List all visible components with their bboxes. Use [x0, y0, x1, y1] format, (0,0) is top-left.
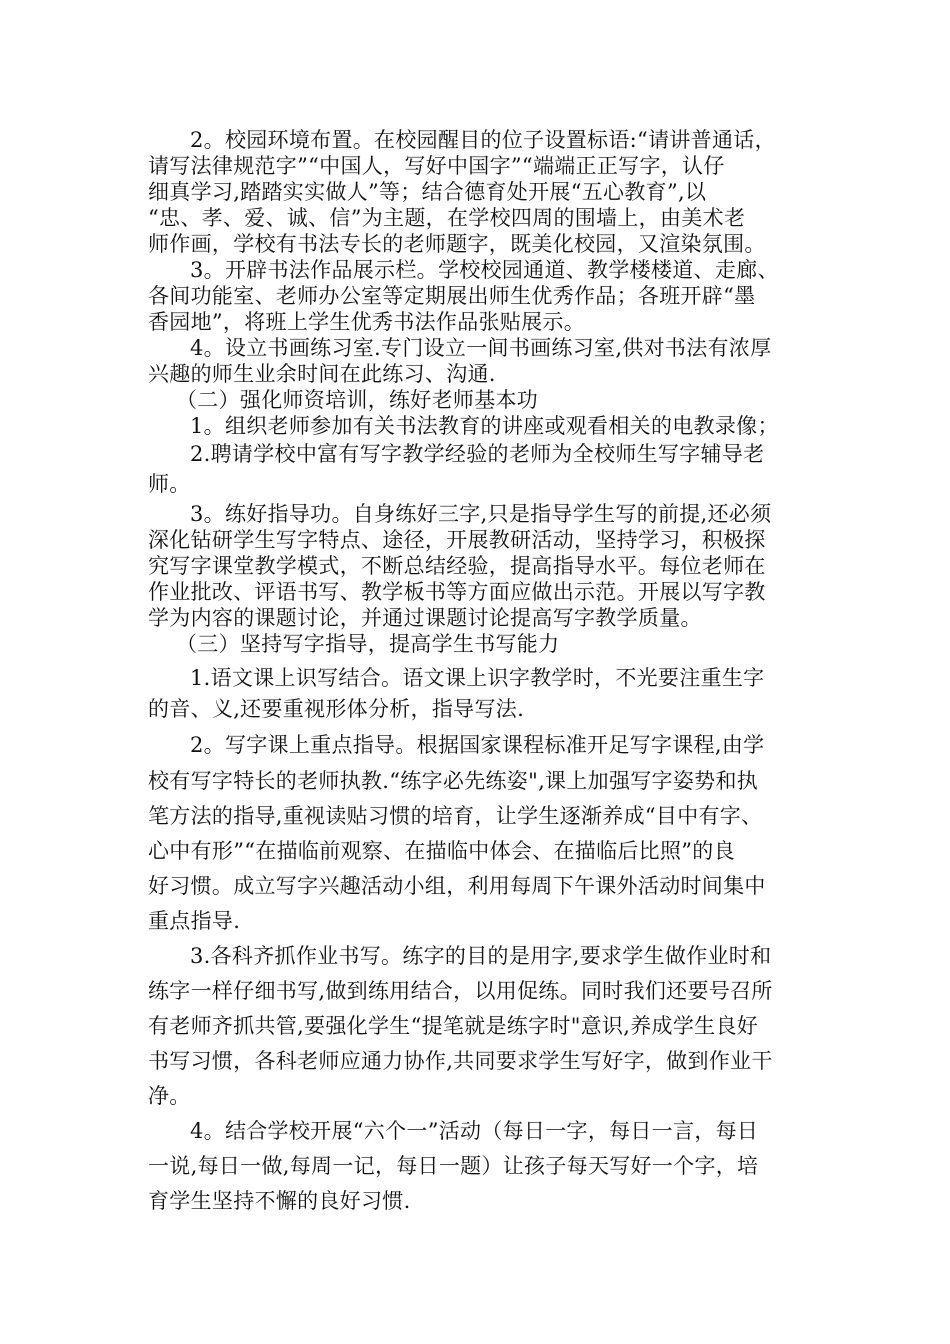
section-heading: （三）坚持写字指导，提高学生书写能力	[176, 632, 560, 656]
text-line: 的音、义,还要重视形体分析，指导写法.	[148, 697, 525, 721]
text-line: 学为内容的课题讨论，并通过课题讨论提高写字教学质量。	[148, 606, 702, 630]
text-line: 请写法律规范字”“中国人，写好中国字”“端端正正写字，认仔	[148, 154, 725, 178]
text-line: 重点指导.	[148, 909, 241, 933]
text-line: 各间功能室、老师办公室等定期展出师生优秀作品；各班开辟“墨	[148, 284, 756, 308]
text-line: 4。结合学校开展“六个一”活动（每日一字，每日一言，每日	[190, 1119, 759, 1143]
text-line: 3。开辟书法作品展示栏。学校校园通道、教学楼楼道、走廊、	[190, 258, 779, 282]
text-line: 有老师齐抓共管,要强化学生“提笔就是练字时"意识,养成学生良好	[148, 1014, 759, 1038]
text-line: 心中有形”“在描临前观察、在描临中体会、在描临后比照”的良	[148, 839, 735, 863]
text-line: 深化钻研学生写字特点、途径，开展教研活动，坚持学习，积极探	[148, 528, 766, 552]
text-line: 书写习惯，各科老师应通力协作,共同要求学生写好字，做到作业干	[148, 1049, 773, 1073]
text-line: 2。校园环境布置。在校园醒目的位子设置标语:“请讲普通话，	[190, 128, 776, 152]
section-heading: （二）强化师资培训，练好老师基本功	[176, 388, 539, 412]
text-line: 师作画，学校有书法专长的老师题字，既美化校园，又渲染氛围。	[148, 232, 766, 256]
text-line: 作业批改、评语书写、教学板书等方面应做出示范。开展以写字教	[148, 580, 766, 604]
text-line: 1。组织老师参加有关书法教育的讲座或观看相关的电教录像；	[190, 414, 779, 438]
text-line: 3。练好指导功。自身练好三字,只是指导学生写的前提,还必须	[190, 502, 772, 526]
text-line: 2。写字课上重点指导。根据国家课程标准开足写字课程,由学	[190, 733, 765, 757]
text-line: 1.语文课上识写结合。语文课上识字教学时，不光要注重生字	[190, 666, 765, 690]
text-line: 3.各科齐抓作业书写。练字的目的是用字,要求学生做作业时和	[190, 944, 772, 968]
text-line: 好习惯。成立写字兴趣活动小组，利用每周下午课外活动时间集中	[148, 874, 766, 898]
text-line: 一说,每日一做,每周一记，每日一题）让孩子每天写好一个字，培	[148, 1154, 759, 1178]
text-line: “忠、孝、爱、诚、信”为主题，在学校四周的围墙上，由美术老	[148, 206, 746, 230]
text-line: 笔方法的指导,重视读贴习惯的培育，让学生逐渐养成“目中有字、	[148, 804, 763, 828]
text-line: 2.聘请学校中富有写字教学经验的老师为全校师生写字辅导老	[190, 442, 765, 466]
text-line: 细真学习,踏踏实实做人”等；结合德育处开展“五心教育”,以	[148, 180, 707, 204]
text-line: 校有写字特长的老师执教.“练字必先练姿",课上加强写字姿势和执	[148, 769, 759, 793]
text-line: 兴趣的师生业余时间在此练习、沟通.	[148, 362, 496, 386]
text-line: 师。	[148, 472, 191, 496]
text-line: 育学生坚持不懈的良好习惯.	[148, 1189, 411, 1213]
text-line: 净。	[148, 1084, 191, 1108]
text-line: 练字一样仔细书写,做到练用结合，以用促练。同时我们还要号召所	[148, 979, 773, 1003]
text-line: 究写字课堂教学模式，不断总结经验，提高指导水平。每位老师在	[148, 554, 766, 578]
text-line: 4。设立书画练习室.专门设立一间书画练习室,供对书法有浓厚	[190, 336, 772, 360]
text-line: 香园地”，将班上学生优秀书法作品张贴展示。	[148, 310, 586, 334]
